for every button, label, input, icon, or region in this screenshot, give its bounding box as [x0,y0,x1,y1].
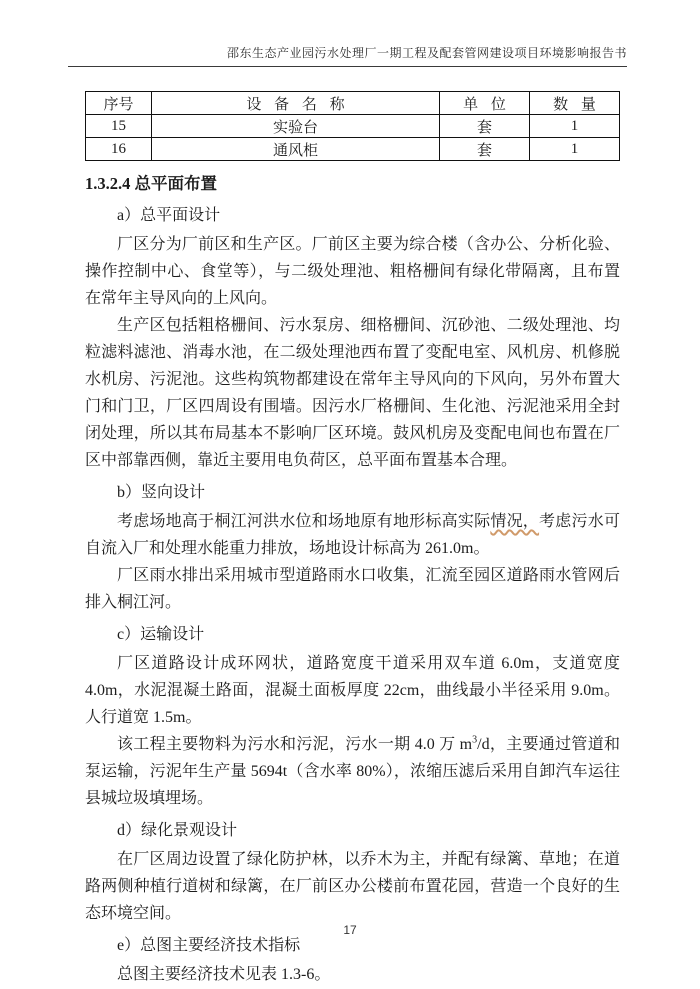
paragraph-c2-post: /d，主要通过管道和泵运输，污泥年生产量 5694t（含水率 80%），浓缩压滤后采用自卸汽车运往县城垃圾填埋场。 [85,736,620,807]
cell-no: 15 [86,115,152,138]
paragraph-b1-post: 考虑污水可自流入厂和处理水能重力排放，场地设计标高为 261.0m。 [85,513,620,557]
column-header-name: 设备名称 [152,92,440,115]
paragraph-d1: 在厂区周边设置了绿化防护林，以乔木为主，并配有绿篱、草地；在道路两侧种植行道树和绿篱，在厂前区办公楼前布置花园，营造一个良好的生态环境空间。 [85,851,620,922]
cell-unit: 套 [440,115,530,138]
page-content [85,91,620,988]
page-number: 17 [343,923,357,937]
running-header [68,45,627,67]
paragraph-b1-pre: 考虑场地高于桐江河洪水位和场地原有地形标高实际 [117,513,491,530]
subheading-d: d）绿化景观设计 [117,822,238,839]
table-row [86,138,620,161]
equipment-table-header-row [86,92,620,115]
subheading-c: c）运输设计 [117,626,205,643]
subheading-b: b）竖向设计 [117,484,206,501]
subheading-e: e）总图主要经济技术指标 [117,937,301,954]
paragraph-a2: 生产区包括粗格栅间、污水泵房、细格栅间、沉砂池、二级处理池、均粒滤料滤池、消毒水池，在二级处理池西布置了变配电室、风机房、机修脱水机房、污泥池。这些构筑物都建设在常年主导风向的下风向，另外布置大门和门卫，厂区四周设有围墙。因污水厂格栅间、生化池、污泥池采用全封闭处理，所以其布局基本不影响厂区环境。鼓风机房及变配电间也布置在厂区中部靠西侧，靠近主要用电负荷区，总平面布置基本合理。 [85,317,620,469]
cell-unit: 套 [440,138,530,161]
column-header-qty: 数量 [530,92,620,115]
paragraph-c2-pre: 该工程主要物料为污水和污泥，污水一期 4.0 万 m [117,736,473,753]
table-row [86,115,620,138]
header-rule [68,66,627,67]
cell-no: 16 [86,138,152,161]
paragraph-c2 [85,731,620,812]
paragraph-a1: 厂区分为厂前区和生产区。厂前区主要为综合楼（含办公、分析化验、操作控制中心、食堂等），与二级处理池、粗格栅间有绿化带隔离，且布置在常年主导风向的上风向。 [85,236,620,307]
cell-name: 通风柜 [152,138,440,161]
column-header-no: 序号 [86,92,152,115]
paragraph-b2: 厂区雨水排出采用城市型道路雨水口收集，汇流至园区道路雨水管网后排入桐江河。 [85,567,620,611]
paragraph-e1: 总图主要经济技术见表 1.3-6。 [117,966,331,983]
paragraph-c1: 厂区道路设计成环网状，道路宽度干道采用双车道 6.0m，支道宽度 4.0m，水泥混凝土路面，混凝土面板厚度 22cm，曲线最小半径采用 9.0m。人行道宽 1.5m。 [85,655,620,726]
cell-qty: 1 [530,115,620,138]
superscript-cubed: 3 [472,734,478,746]
section-heading: 1.3.2.4 总平面布置 [85,174,217,193]
running-header-title: 邵东生态产业园污水处理厂一期工程及配套管网建设项目环境影响报告书 [226,46,627,60]
grammar-underline: 情况， [490,513,540,530]
column-header-unit: 单位 [440,92,530,115]
paragraph-b1 [85,508,620,562]
equipment-table [85,91,620,161]
cell-qty: 1 [530,138,620,161]
cell-name: 实验台 [152,115,440,138]
subheading-a: a）总平面设计 [117,207,221,224]
